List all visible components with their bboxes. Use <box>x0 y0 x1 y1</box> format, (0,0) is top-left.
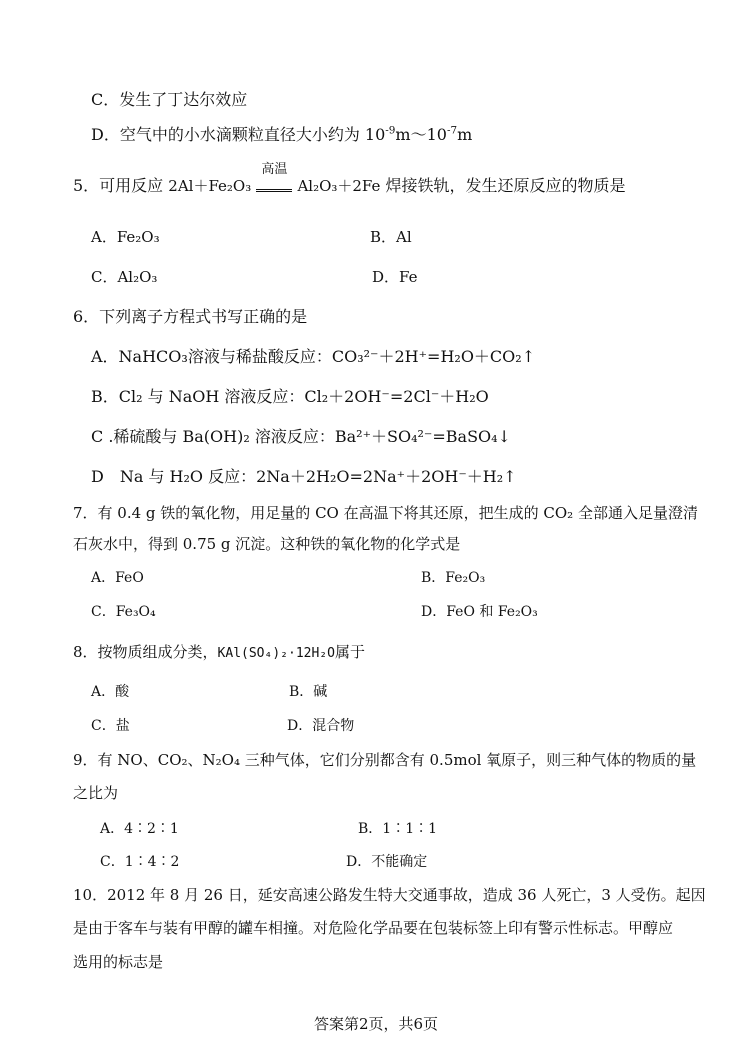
q6-option-d: D Na 与 H₂O 反应：2Na＋2H₂O=2Na⁺＋2OH⁻＋H₂↑ <box>91 467 517 486</box>
q4-option-d-exp2: -7 <box>446 124 458 137</box>
q5-condition: 高温 <box>261 162 288 177</box>
q7-option-b: B．Fe₂O₃ <box>421 570 486 586</box>
q6-option-a-prefix: A．NaHCO₃溶液与稀盐酸反应： <box>91 347 332 366</box>
q6-option-a-equation: CO₃²⁻＋2H⁺=H₂O＋CO₂↑ <box>331 347 536 366</box>
q5-option-a: A．Fe₂O₃ <box>91 228 160 246</box>
q9-stem-line2: 之比为 <box>73 784 119 802</box>
q8-option-b: B．碱 <box>289 684 328 700</box>
q5-option-b: B．Al <box>370 228 412 246</box>
q6-option-b: B．Cl₂ 与 NaOH 溶液反应：Cl₂＋2OH⁻=2Cl⁻＋H₂O <box>91 387 489 406</box>
q4-option-d-mid: m～10 <box>395 125 447 144</box>
q5-prefix: 5．可用反应 <box>73 176 164 195</box>
q7-stem-line1: 7．有 0.4 g 铁的氧化物，用足量的 CO 在高温下将其还原，把生成的 CO₂ 全部通入足量澄清 <box>73 504 698 522</box>
q6-stem: 6．下列离子方程式书写正确的是 <box>73 307 308 326</box>
q10-stem-line3: 选用的标志是 <box>73 953 164 971</box>
q5-option-c: C．Al₂O₃ <box>91 268 158 286</box>
q10-stem-line1: 10．2012 年 8 月 26 日，延安高速公路发生特大交通事故，造成 36 人死亡，3 人受伤。起因 <box>73 886 706 904</box>
q9-option-b: B．1∶1∶1 <box>358 821 438 837</box>
q8-stem <box>73 645 365 660</box>
q5-reactants: 2Al＋Fe₂O₃ <box>168 177 252 195</box>
q7-option-c: C．Fe₃O₄ <box>91 604 156 620</box>
q5-condition-arrow <box>256 162 292 194</box>
q5-products: Al₂O₃＋2Fe <box>297 177 381 195</box>
q6-option-a <box>91 349 535 365</box>
q8-suffix: 属于 <box>334 643 365 661</box>
q5-stem <box>73 162 626 195</box>
q4-option-d-exp1: -9 <box>385 124 396 137</box>
q6-option-c: C .稀硫酸与 Ba(OH)₂ 溶液反应：Ba²⁺＋SO₄²⁻=BaSO₄↓ <box>91 427 511 446</box>
q9-option-a: A．4∶2∶1 <box>100 821 179 837</box>
q7-option-d: D．FeO 和 Fe₂O₃ <box>421 604 538 620</box>
q8-formula: KAl(SO₄)₂·12H₂O <box>217 646 335 661</box>
q9-option-d: D．不能确定 <box>346 854 428 870</box>
q4-option-d-prefix: D．空气中的小水滴颗粒直径大小约为 10 <box>91 125 386 144</box>
q4-option-c: C．发生了丁达尔效应 <box>91 90 248 109</box>
q4-option-d-suffix: m <box>457 125 473 144</box>
q10-stem-line2: 是由于客车与装有甲醇的罐车相撞。对危险化学品要在包装标签上印有警示性标志。甲醇应 <box>73 919 674 937</box>
q9-option-c: C．1∶4∶2 <box>100 854 180 870</box>
q8-option-a: A．酸 <box>91 684 130 700</box>
q7-stem-line2: 石灰水中，得到 0.75 g 沉淀。这种铁的氧化物的化学式是 <box>73 535 461 553</box>
q9-stem-line1: 9．有 NO、CO₂、N₂O₄ 三种气体，它们分别都含有 0.5mol 氧原子，则三种气体的物质的量 <box>73 751 697 769</box>
page-footer: 答案第2页，共6页 <box>313 1015 439 1033</box>
q8-prefix: 8．按物质组成分类， <box>73 643 218 661</box>
q7-option-a: A．FeO <box>91 570 144 586</box>
q4-option-d <box>91 124 473 144</box>
q5-option-d: D．Fe <box>372 268 418 286</box>
q8-option-c: C．盐 <box>91 718 130 734</box>
q5-suffix: 焊接铁轨，发生还原反应的物质是 <box>385 176 626 195</box>
q8-option-d: D．混合物 <box>287 718 355 734</box>
